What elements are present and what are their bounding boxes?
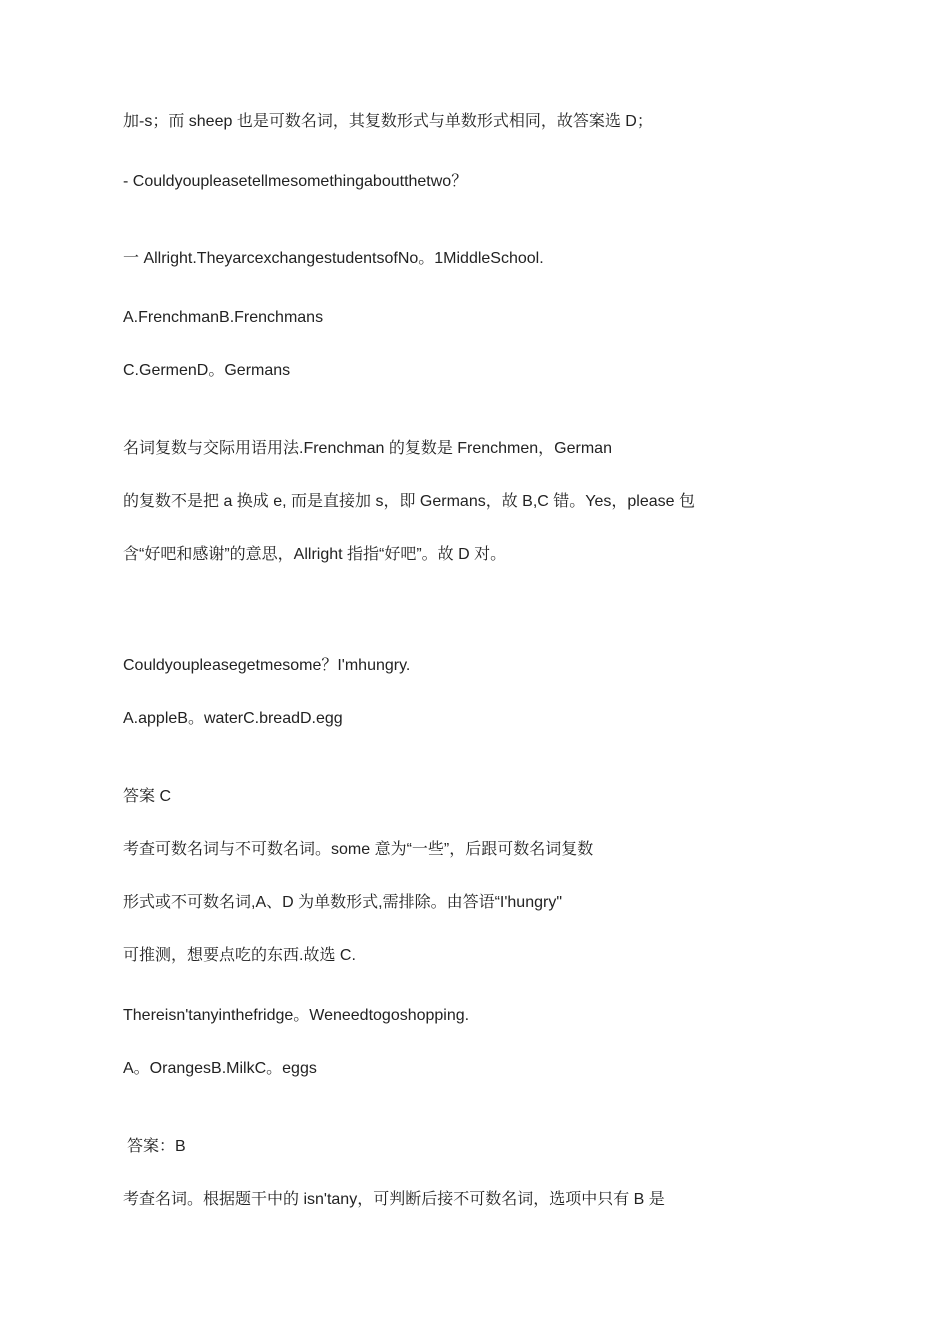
text-line: 可推测，想要点吃的东西.故选 C. <box>123 947 356 964</box>
text-line: 答案：B <box>127 1138 186 1155</box>
text-line: 考查名词。根据题干中的 isn'tany，可判断后接不可数名词，选项中只有 B 是 <box>123 1191 665 1208</box>
text-line: 加-s；而 sheep 也是可数名词，其复数形式与单数形式相同，故答案选 D； <box>123 113 653 130</box>
text-line: 含“好吧和感谢”的意思，Allright 指指“好吧”。故 D 对。 <box>123 546 507 563</box>
text-line: A.FrenchmanB.Frenchmans <box>123 309 324 326</box>
text-line: 名词复数与交际用语用法.Frenchman 的复数是 Frenchmen，German <box>123 440 612 457</box>
text-line: Thereisn'tanyinthefridge。Weneedtogoshopping. <box>123 1007 470 1024</box>
text-line: 一 Allright.TheyarcexchangestudentsofNo。1MiddleSchool. <box>123 250 544 267</box>
text-line: C.GermenD。Germans <box>123 362 291 379</box>
text-line: Couldyoupleasegetmesome？I'mhungry. <box>123 657 411 674</box>
text-line: A.appleB。waterC.breadD.egg <box>123 710 343 727</box>
text-line: 形式或不可数名词,A、D 为单数形式,需排除。由答语“I'hungry" <box>123 894 562 911</box>
text-line: A。OrangesB.MilkC。eggs <box>123 1060 317 1077</box>
text-line: 考查可数名词与不可数名词。some 意为“一些”，后跟可数名词复数 <box>123 841 594 858</box>
text-line: 的复数不是把 a 换成 e, 而是直接加 s，即 Germans，故 B,C 错。Yes，please 包 <box>123 493 695 510</box>
text-line: 答案 C <box>123 788 172 805</box>
text-line: - Couldyoupleasetellmesomethingaboutthetwo？ <box>123 173 468 190</box>
